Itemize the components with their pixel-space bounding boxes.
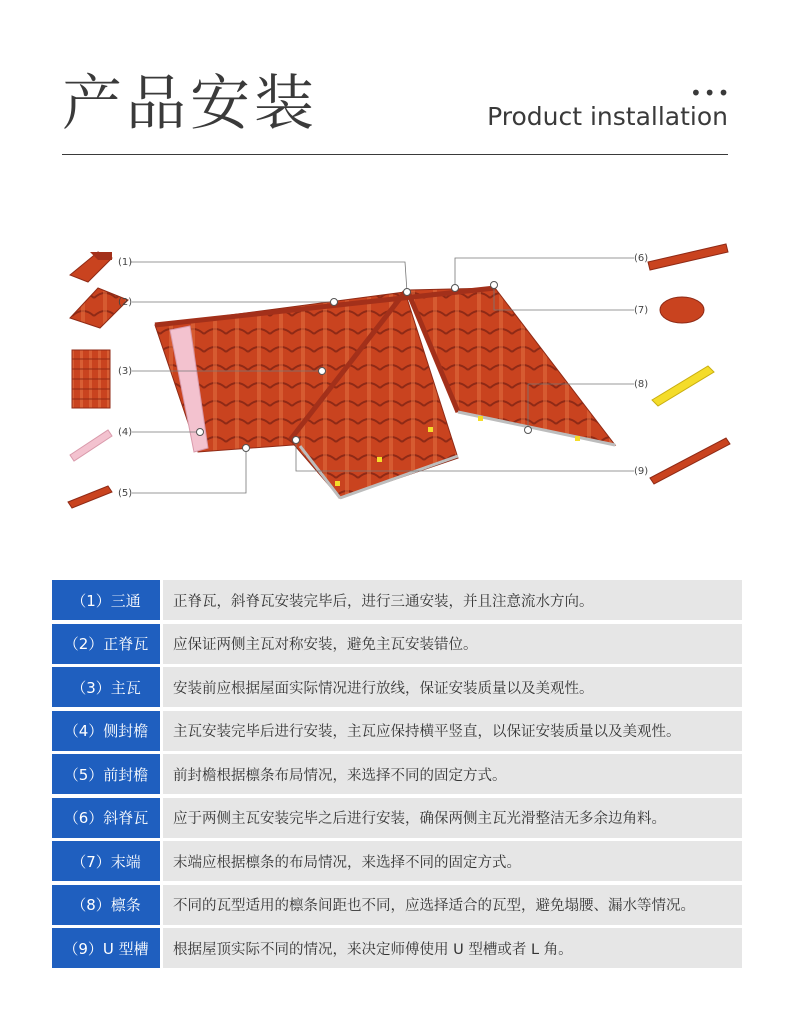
callout-label: (6) xyxy=(634,253,649,264)
step-description: 末端应根据檩条的布局情况，来选择不同的固定方式。 xyxy=(163,841,742,881)
step-label: （5）前封檐 xyxy=(52,754,160,794)
page-subtitle: Product installation xyxy=(487,102,728,131)
step-description: 安装前应根据屋面实际情况进行放线，保证安装质量以及美观性。 xyxy=(163,667,742,707)
callout-label: (4) xyxy=(118,427,133,438)
step-label: （2）正脊瓦 xyxy=(52,624,160,664)
step-description: 不同的瓦型适用的檩条间距也不同，应选择适合的瓦型，避免塌腰、漏水等情况。 xyxy=(163,885,742,925)
installation-steps-table xyxy=(52,580,742,972)
roof-body xyxy=(155,288,615,498)
callout-label: (9) xyxy=(634,466,649,477)
table-row xyxy=(52,754,742,794)
item-icon-end-cap xyxy=(660,297,704,323)
callout-label: (3) xyxy=(118,366,133,377)
callout-label: (8) xyxy=(634,379,649,390)
step-description: 主瓦安装完毕后进行安装，主瓦应保持横平竖直，以保证安装质量以及美观性。 xyxy=(163,711,742,751)
step-description: 正脊瓦，斜脊瓦安装完毕后，进行三通安装，并且注意流水方向。 xyxy=(163,580,742,620)
step-label: （7）末端 xyxy=(52,841,160,881)
table-row xyxy=(52,580,742,620)
header-divider xyxy=(62,154,728,155)
table-row xyxy=(52,624,742,664)
step-description: 应于两侧主瓦安装完毕之后进行安装，确保两侧主瓦光滑整洁无多余边角料。 xyxy=(163,798,742,838)
item-icon-side-eave xyxy=(70,430,112,461)
item-icon-front-eave xyxy=(68,486,112,508)
roof-installation-diagram xyxy=(50,230,750,520)
step-description: 前封檐根据檩条布局情况，来选择不同的固定方式。 xyxy=(163,754,742,794)
step-label: （3）主瓦 xyxy=(52,667,160,707)
table-row xyxy=(52,928,742,968)
decorative-dots: ••• xyxy=(690,81,732,105)
item-icon-purlin xyxy=(652,366,714,406)
item-icon-hip-ridge xyxy=(648,244,728,270)
table-row xyxy=(52,798,742,838)
table-row xyxy=(52,885,742,925)
callout-label: (1) xyxy=(118,257,133,268)
step-label: （9）U 型槽 xyxy=(52,928,160,968)
step-label: （8）檩条 xyxy=(52,885,160,925)
table-row xyxy=(52,667,742,707)
step-label: （6）斜脊瓦 xyxy=(52,798,160,838)
callout-label: (7) xyxy=(634,305,649,316)
page-title: 产品安装 xyxy=(62,69,318,139)
item-icon-ridge-tile xyxy=(70,288,128,328)
table-row xyxy=(52,711,742,751)
callout-label: (5) xyxy=(118,488,133,499)
item-icon-tee xyxy=(70,252,112,282)
item-icon-main-tile xyxy=(72,350,110,408)
step-label: （4）侧封檐 xyxy=(52,711,160,751)
step-label: （1）三通 xyxy=(52,580,160,620)
item-icon-u-channel xyxy=(650,438,730,484)
table-row xyxy=(52,841,742,881)
callout-label: (2) xyxy=(118,297,133,308)
step-description: 根据屋顶实际不同的情况，来决定师傅使用 U 型槽或者 L 角。 xyxy=(163,928,742,968)
step-description: 应保证两侧主瓦对称安装，避免主瓦安装错位。 xyxy=(163,624,742,664)
